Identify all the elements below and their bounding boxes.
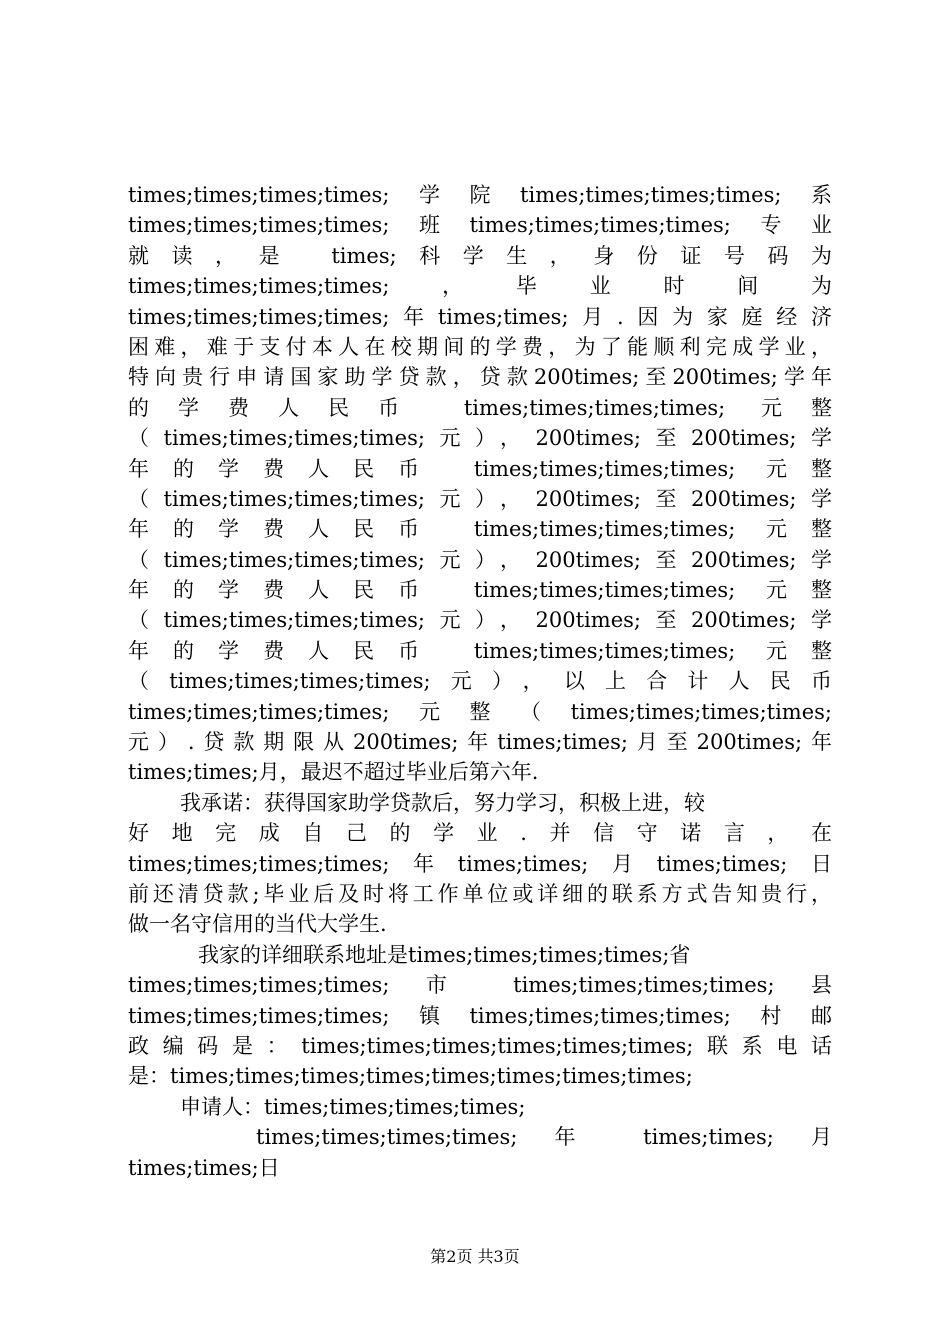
page-footer: 第2页 共3页 (430, 1247, 520, 1266)
text-line: 年的学费人民币 times;times;times;times; 元整 (128, 517, 832, 542)
text-line: 我家的详细联系地址是times;times;times;times;省 (198, 942, 691, 967)
text-line: 做一名守信用的当代大学生. (128, 912, 387, 937)
text-line: times;times;times;times;镇times;times;times;times;村邮 (128, 1003, 832, 1028)
text-line: times;times;times;times;年times;times;月times;times;日 (128, 851, 832, 876)
text-line: 困难，难于支付本人在校期间的学费，为了能顺利完成学业， (128, 334, 832, 359)
text-line: 政编码是：times;times;times;times;times;times;联系电话 (128, 1033, 832, 1058)
text-line: 的学费人民币 times;times;times;times; 元整 (128, 395, 832, 420)
text-line: times;times;times;times;，毕业时间为 (128, 274, 832, 299)
text-line: 申请人：times;times;times;times; (180, 1094, 526, 1119)
text-line: times;times;times;times; 年 times;times; 月 (256, 1125, 832, 1150)
text-line: 我承诺：获得国家助学贷款后，努力学习，积极上进，较 (180, 790, 705, 815)
text-line: 年的学费人民币 times;times;times;times; 元整 (128, 638, 832, 663)
text-line: times;times;times;times;学院times;times;times;times;系 (128, 183, 832, 207)
text-line: 年的学费人民币 times;times;times;times; 元整 (128, 578, 832, 603)
text-line: （times;times;times;times;元），200times;至200times;学 (128, 547, 832, 572)
text-line: （times;times;times;times;元），以上合计人民币 (128, 669, 832, 694)
text-line: （times;times;times;times;元），200times;至200times;学 (128, 486, 832, 511)
text-line: times;times;月，最迟不超过毕业后第六年. (128, 760, 539, 785)
text-line: （times;times;times;times;元），200times;至200times;学 (128, 608, 832, 633)
text-line: 是：times;times;times;times;times;times;times;times; (128, 1064, 693, 1089)
text-line: times;times;times;times; 市 times;times;times;times; 县 (128, 973, 832, 998)
text-line: 元）.贷款期限从200times;年times;times;月至200times;年 (128, 730, 832, 755)
text-line: 前还清贷款;毕业后及时将工作单位或详细的联系方式告知贵行， (128, 881, 832, 906)
text-line: times;times;times;times;班times;times;times;times;专业 (128, 213, 832, 238)
text-line: times;times;日 (128, 1155, 280, 1180)
document-body (128, 180, 832, 1183)
text-line: 特向贵行申请国家助学贷款，贷款200times;至200times;学年 (128, 365, 832, 390)
text-line: 好地完成自己的学业.并信守诺言，在 (128, 821, 832, 846)
text-line: times;times;times;times;元整（times;times;times;times; (128, 699, 832, 724)
text-line: 年的学费人民币 times;times;times;times; 元整 (128, 456, 832, 481)
text-line: 就读，是 times;科学生，身份证号码为 (128, 243, 832, 268)
text-line: （times;times;times;times;元），200times;至200times;学 (128, 426, 832, 451)
text-line: times;times;times;times;年times;times;月.因为家庭经济 (128, 304, 832, 329)
